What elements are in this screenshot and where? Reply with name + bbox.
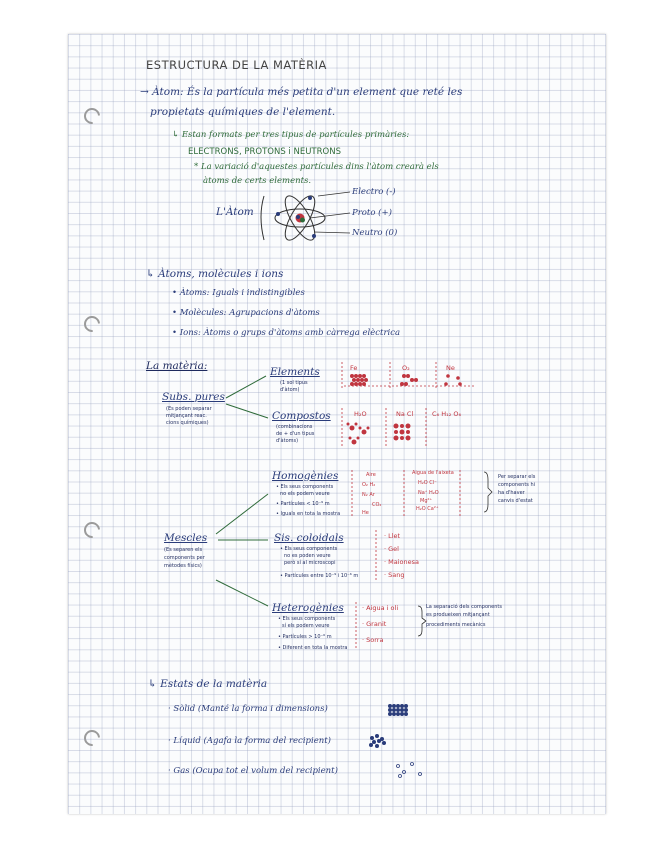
atom-definition-line2: propietats químiques de l'element.	[150, 106, 336, 118]
pure-substances-note-3: cions químiques)	[166, 420, 209, 426]
compound-example-nacl: Na Cl	[396, 410, 414, 418]
atom-particles-line: ↳ Estan formats per tres tipus de partícules primàries:	[172, 130, 410, 140]
heterogeneous-side-note: La separació dels components	[426, 604, 502, 610]
hetero-example: · Aigua i oli	[362, 604, 399, 612]
atom-note-line1: * La variació d'aquestes partícules dins l'àtom crearà els	[194, 162, 439, 172]
homo-example-air-comp: He	[362, 510, 369, 516]
homogeneous-note: • Iguals en tota la mostra	[276, 511, 341, 517]
atom-definition-line1: → Àtom: És la partícula més petita d'un element que reté les	[140, 86, 463, 98]
neutron-label: Neutro (0)	[352, 228, 398, 238]
homo-example-water-comp: H₂O Ca²⁺	[416, 506, 439, 512]
hetero-example: · Sorra	[362, 636, 384, 644]
homo-example-air: Aire	[366, 472, 376, 478]
compounds-note-3: d'àtoms)	[276, 438, 299, 444]
elements-note-2: d'àtom)	[280, 387, 300, 393]
colloidal-note: • Els seus components	[280, 546, 338, 552]
element-example-fe: Fe	[350, 364, 358, 372]
atom-particles-names: ELECTRONS, PROTONS i NEUTRONS	[188, 147, 341, 157]
heterogeneous-note: sí els podem veure	[282, 623, 330, 629]
elements-label: Elements	[270, 366, 320, 378]
homo-example-water-comp: H₂O Cl⁻	[418, 480, 437, 486]
heterogeneous-note: • Els seus components	[278, 616, 336, 622]
page-title: ESTRUCTURA DE LA MATÈRIA	[146, 58, 327, 72]
compounds-note-2: de + d'un tipus	[276, 431, 315, 437]
homogeneous-label: Homogènies	[272, 470, 339, 482]
colloidal-note: no es poden veure	[284, 553, 331, 559]
homo-example-air-comp: N₂ Ar	[362, 492, 375, 498]
elements-note-1: (1 sol tipus	[280, 380, 308, 386]
homogeneous-note: no els podem veure	[280, 491, 330, 497]
homogeneous-side-note: Per separar els	[498, 474, 536, 480]
element-example-ne: Ne	[446, 364, 455, 372]
atom-note-line2: àtoms de certs elements.	[203, 176, 312, 186]
colloid-example: · Maionesa	[384, 558, 419, 566]
section-atoms-molecules-heading: ↳ Àtoms, molècules i ions	[146, 268, 284, 280]
homogeneous-side-note: ha d'haver	[498, 490, 525, 496]
hetero-example: · Granit	[362, 620, 387, 628]
homo-example-water-comp: Na⁺ H₂O	[418, 490, 439, 496]
compound-example-h2o: H₂O	[354, 410, 367, 418]
pure-substances-note-1: (Es poden separar	[166, 406, 212, 412]
heterogeneous-side-note: procediments mecànics	[426, 622, 486, 628]
colloid-example: · Llet	[384, 532, 401, 540]
colloid-example: · Sang	[384, 571, 405, 579]
mixtures-note-2: components per	[164, 555, 205, 561]
colloidal-note: però sí al microscopi	[284, 560, 336, 566]
states-heading: ↳ Estats de la matèria	[148, 678, 268, 690]
state-solid: · Sòlid (Manté la forma i dimensions)	[168, 704, 328, 714]
element-example-o2: O₂	[402, 364, 410, 372]
mixtures-label: Mescles	[164, 532, 208, 544]
electron-label: Electro (-)	[352, 187, 396, 197]
colloidal-label: Sis. coloidals	[274, 532, 344, 544]
state-gas: · Gas (Ocupa tot el volum del recipient)	[168, 766, 338, 776]
compounds-note-1: (combinacions	[276, 424, 313, 430]
homogeneous-side-note: canvis d'estat	[498, 498, 533, 504]
colloidal-note: • Partícules entre 10⁻⁹ i 10⁻⁶ m	[280, 573, 359, 579]
pure-substances-note-2: mitjançant reac.	[166, 413, 207, 419]
heterogeneous-side-note: es produeixen mitjançant	[426, 612, 490, 618]
mixtures-note-3: mètodes físics)	[164, 563, 202, 569]
mixtures-note-1: (Es separen els	[164, 547, 203, 553]
state-liquid: · Líquid (Agafa la forma del recipient)	[168, 736, 331, 746]
homo-example-water: Aigua de l'aixeta	[412, 470, 454, 476]
homo-example-water-comp: Mg²⁺	[420, 498, 433, 504]
proton-label: Proto (+)	[352, 208, 392, 218]
list-item: • Ions: Àtoms o grups d'àtoms amb càrrega elèctrica	[172, 328, 401, 338]
heterogeneous-note: • Diferent en tota la mostra	[278, 645, 348, 651]
compound-example-glucose: C₆ H₁₂ O₆	[432, 410, 462, 418]
colloid-example: · Gel	[384, 545, 399, 553]
homo-example-air-comp: CO₂	[372, 502, 382, 508]
homogeneous-note: • Els seus components	[276, 484, 334, 490]
atom-label: L'Àtom	[216, 206, 254, 218]
heterogeneous-label: Heterogènies	[272, 602, 344, 614]
list-item: • Molècules: Agrupacions d'àtoms	[172, 308, 320, 318]
compounds-label: Compostos	[272, 410, 331, 422]
homogeneous-note: • Partícules < 10⁻⁹ m	[276, 501, 330, 507]
heterogeneous-note: • Partícules > 10⁻⁶ m	[278, 634, 332, 640]
homo-example-air-comp: O₂ H₂	[362, 482, 376, 488]
pure-substances-label: Subs. pures	[162, 391, 225, 403]
homogeneous-side-note: components hi	[498, 482, 536, 488]
matter-label: La matèria:	[146, 360, 208, 372]
list-item: • Àtoms: Iguals i indistingibles	[172, 288, 305, 298]
